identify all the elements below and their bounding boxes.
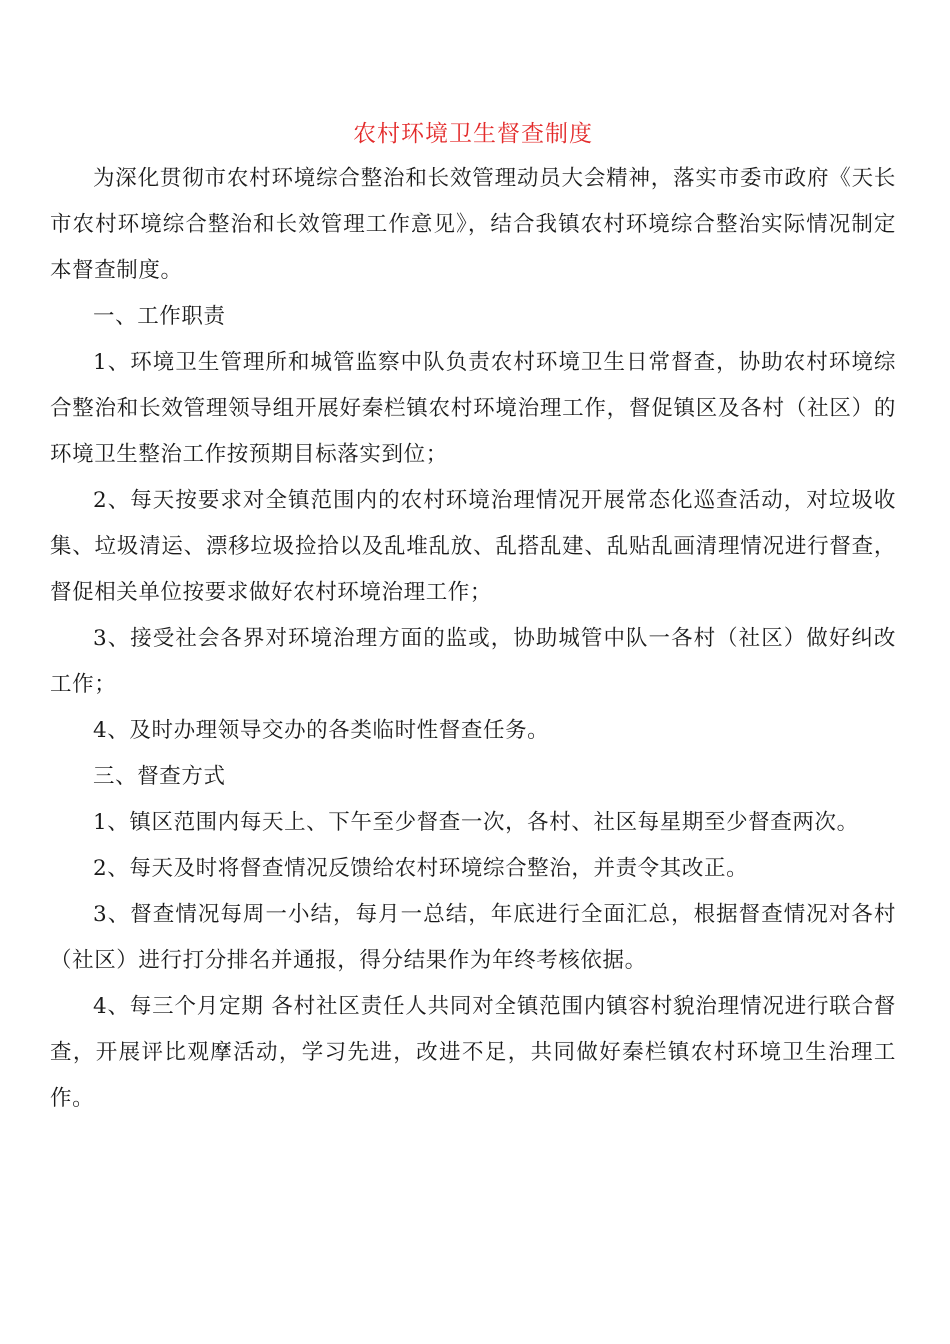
method-item-2: 2、每天及时将督查情况反馈给农村环境综合整治，并责令其改正。 bbox=[93, 856, 749, 881]
duty-item-1: 1、环境卫生管理所和城管监察中队负责农村环境卫生日常督查，协助农村环境综合整治和长效管理领导组开展好秦栏镇农村环境治理工作，督促镇区及各村（社区）的环境卫生整治工作按预期目标落实到位； bbox=[50, 350, 896, 467]
method-item-3: 3、督查情况每周一小结，每月一总结，年底进行全面汇总，根据督查情况对各村（社区）进行打分排名并通报，得分结果作为年终考核依据。 bbox=[50, 902, 896, 973]
document-title: 农村环境卫生督查制度 bbox=[353, 121, 593, 147]
method-item-4: 4、每三个月定期 各村社区责任人共同对全镇范围内镇容村貌治理情况进行联合督查，开展评比观摩活动，学习先进，改进不足，共同做好秦栏镇农村环境卫生治理工作。 bbox=[50, 994, 896, 1111]
duty-item-3: 3、接受社会各界对环境治理方面的监或，协助城管中队一各村（社区）做好纠改工作； bbox=[50, 626, 896, 697]
intro-paragraph: 为深化贯彻市农村环境综合整治和长效管理动员大会精神，落实市委市政府《天长市农村环境综合整治和长效管理工作意见》，结合我镇农村环境综合整治实际情况制定本督查制度。 bbox=[50, 166, 896, 283]
section-heading-methods: 三、督查方式 bbox=[93, 764, 226, 789]
method-item-1: 1、镇区范围内每天上、下午至少督查一次，各村、社区每星期至少督查两次。 bbox=[93, 810, 859, 835]
duty-item-2: 2、每天按要求对全镇范围内的农村环境治理情况开展常态化巡查活动，对垃圾收集、垃圾清运、漂移垃圾捡拾以及乱堆乱放、乱搭乱建、乱贴乱画清理情况进行督查，督促相关单位按要求做好农村环境治理工作； bbox=[50, 488, 896, 605]
duty-item-4: 4、及时办理领导交办的各类临时性督查任务。 bbox=[93, 718, 550, 743]
section-heading-duties: 一、工作职责 bbox=[93, 304, 226, 329]
document-page bbox=[50, 112, 896, 1122]
